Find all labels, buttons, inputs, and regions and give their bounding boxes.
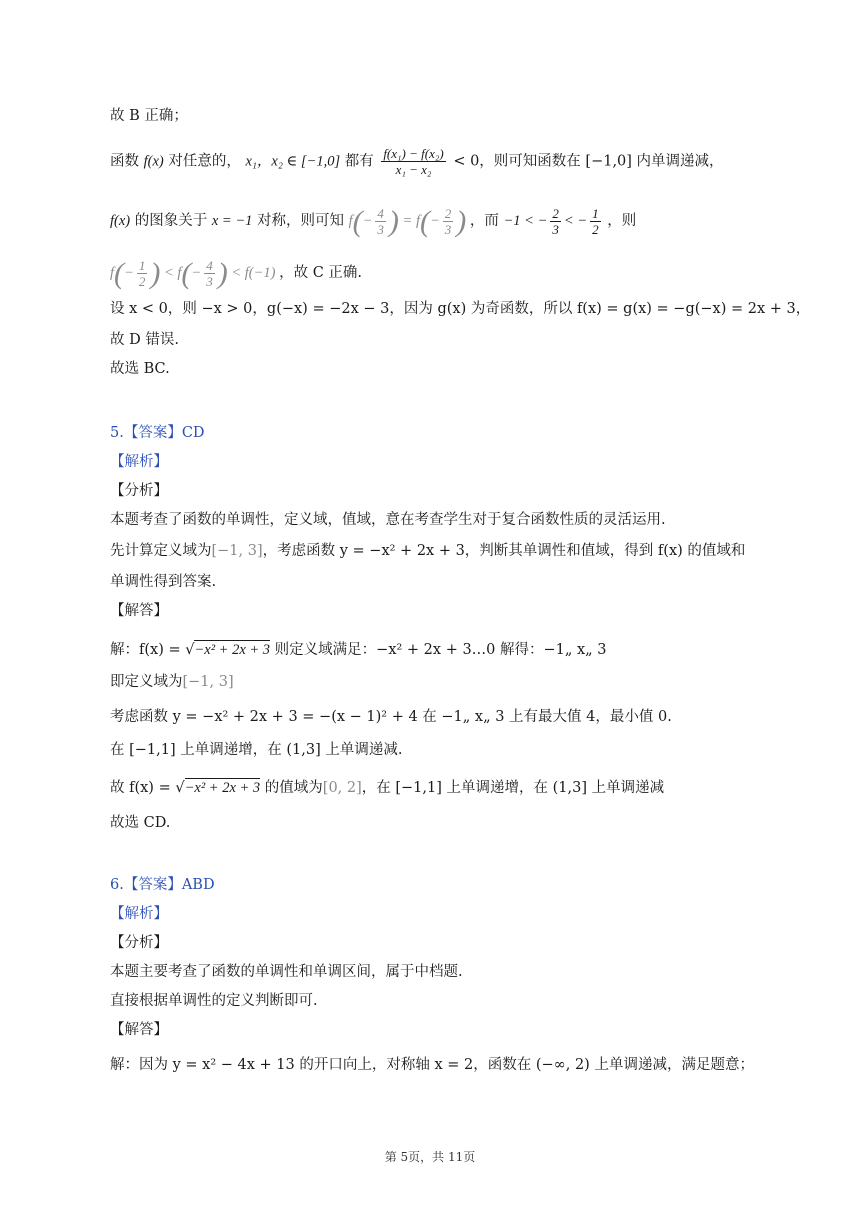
q5-answer-heading: 5.【答案】CD	[110, 425, 205, 441]
math-domain: [−1, 3]	[182, 674, 234, 690]
q6-fenxi-label: 【分析】	[110, 935, 168, 951]
fraction-numerator: 1	[592, 206, 599, 221]
text: 的值域为	[264, 780, 323, 796]
text: ，而	[469, 212, 499, 229]
q6-solution-1: 解：因为 y = x² − 4x + 13 的开口向上，对称轴 x = 2，函数在 (−∞, 2) 上单调递减，满足题意；	[110, 1057, 754, 1073]
fraction-denominator: 3	[206, 274, 213, 289]
text: 对称，则可知	[256, 212, 344, 229]
line-symmetry	[110, 206, 636, 237]
paren-close: )	[388, 204, 399, 238]
fraction-difference-quotient	[381, 146, 445, 177]
paren-open: (	[419, 204, 430, 238]
text: 函数	[110, 153, 139, 170]
math-axis: x = −1	[211, 212, 253, 229]
q5-fenxi-label: 【分析】	[110, 483, 168, 499]
fraction-denominator: 3	[552, 222, 559, 237]
text: ，考虑函数 y = −x² + 2x + 3，判断其单调性和值域，得到 f(x) 的值域和	[262, 543, 746, 559]
line-d-wrong: 故 D 错误.	[110, 332, 179, 348]
math-f: f	[110, 264, 115, 281]
math-eq-f-neg-2-3: = f(− $\frac{2}{3}$ )	[402, 204, 467, 238]
math-f-neg-4-3: f(− $\frac{4}{3}$ )	[348, 204, 399, 238]
fraction-numerator: f(x₁) − f(x₂)	[383, 146, 444, 161]
line-monotonic-decrease	[110, 146, 724, 177]
line-odd-function: 设 x < 0，则 −x > 0，g(−x) = −2x − 3，因为 g(x) 为奇函数，所以 f(x) = g(x) = −g(−x) = 2x + 3，	[110, 301, 811, 317]
math-lt-f-neg1: < f(−1)	[231, 264, 276, 281]
fraction-numerator: 4	[377, 206, 384, 221]
fraction	[204, 258, 215, 289]
fraction-numerator: 4	[206, 258, 213, 273]
text: 先计算定义域为	[110, 543, 212, 559]
q6-text-1: 本题主要考查了函数的单调性和单调区间，属于中档题.	[110, 964, 463, 980]
paren-open: (	[352, 204, 363, 238]
q5-text-3: 单调性得到答案.	[110, 574, 217, 590]
math-domain: [−1, 3]	[211, 543, 263, 559]
fraction-denominator: 2	[138, 274, 146, 289]
fraction	[137, 258, 148, 289]
fraction-denominator: x₁ − x₂	[395, 162, 432, 177]
q5-solution-5	[110, 778, 664, 798]
fraction	[443, 206, 454, 237]
fraction	[375, 206, 386, 237]
paren-close: )	[456, 204, 467, 238]
line-b-correct: 故 B 正确；	[110, 108, 188, 124]
radical: √−x² + 2x + 3	[185, 642, 271, 658]
fraction-numerator: 1	[138, 258, 146, 273]
fraction-numerator: 2	[552, 206, 559, 221]
text: ，在 [−1,1] 上单调递增，在 (1,3] 上单调递减	[361, 780, 665, 796]
math-chain: f(− $\frac{1}{2}$ ) < f(− $\frac{4}{3}$ ) < f(−1)	[110, 256, 276, 290]
math-text: < −	[563, 212, 588, 229]
math-x-interval: x₁，x₂ ∈ [−1,0]	[245, 153, 341, 170]
paren-close: )	[217, 256, 228, 290]
math-lt-f: < f	[163, 264, 182, 281]
q6-analysis-label: 【解析】	[110, 906, 168, 922]
text: 都有	[344, 153, 374, 170]
q5-text-2	[110, 541, 745, 561]
radicand: −x² + 2x + 3	[194, 642, 271, 658]
fraction-denominator: 2	[592, 222, 599, 237]
q5-solution-2	[110, 672, 234, 692]
fraction-denominator: 3	[444, 222, 452, 237]
q5-solution-4: 在 [−1,1] 上单调递增，在 (1,3] 上单调递减.	[110, 742, 403, 758]
q6-jieda-label: 【解答】	[110, 1022, 168, 1038]
math-text: −1 < −	[503, 212, 548, 229]
text: 的图象关于	[134, 212, 208, 229]
page-footer: 第 5页，共 11页	[384, 1150, 476, 1164]
line-c-correct	[110, 258, 362, 289]
math-text: 则定义域满足：−x² + 2x + 3…0 解得：−1„ x„ 3	[274, 642, 607, 658]
math-text: 故 f(x) =	[110, 780, 171, 796]
q6-text-2: 直接根据单调性的定义判断即可.	[110, 993, 318, 1009]
math-fx: f(x)	[110, 212, 131, 229]
q5-solution-3: 考虑函数 y = −x² + 2x + 3 = −(x − 1)² + 4 在 −1„ x„ 3 上有最大值 4，最小值 0.	[110, 709, 672, 725]
q5-text-1: 本题考查了函数的单调性，定义域，值域，意在考查学生对于复合函数性质的灵活运用.	[110, 512, 666, 528]
radicand: −x² + 2x + 3	[184, 780, 261, 796]
text: 对任意的，	[168, 153, 241, 170]
q5-solution-1	[110, 640, 607, 660]
paren-open: (	[114, 256, 125, 290]
math-inequality	[503, 206, 608, 237]
radical: √−x² + 2x + 3	[175, 780, 261, 796]
text: 即定义域为	[110, 674, 183, 690]
paren-close: )	[150, 256, 161, 290]
math-fx: f(x)	[143, 153, 164, 170]
text: ，则	[607, 212, 637, 229]
math-text: 解：f(x) =	[110, 642, 181, 658]
math-range: [0, 2]	[322, 780, 362, 796]
fraction	[550, 206, 561, 237]
q6-answer-heading: 6.【答案】ABD	[110, 877, 215, 893]
math-f: f	[348, 212, 353, 229]
line-choose-bc: 故选 BC.	[110, 361, 170, 377]
text: ，故 C 正确.	[279, 264, 363, 281]
fraction-denominator: 3	[377, 222, 384, 237]
q5-analysis-label: 【解析】	[110, 454, 168, 470]
fraction	[590, 206, 601, 237]
q5-choose-cd: 故选 CD.	[110, 815, 171, 831]
q5-jieda-label: 【解答】	[110, 603, 168, 619]
fraction-numerator: 2	[444, 206, 452, 221]
text: < 0，则可知函数在 [−1,0] 内单调递减，	[453, 153, 724, 170]
math-eq-f: = f	[402, 212, 420, 229]
paren-open: (	[181, 256, 192, 290]
